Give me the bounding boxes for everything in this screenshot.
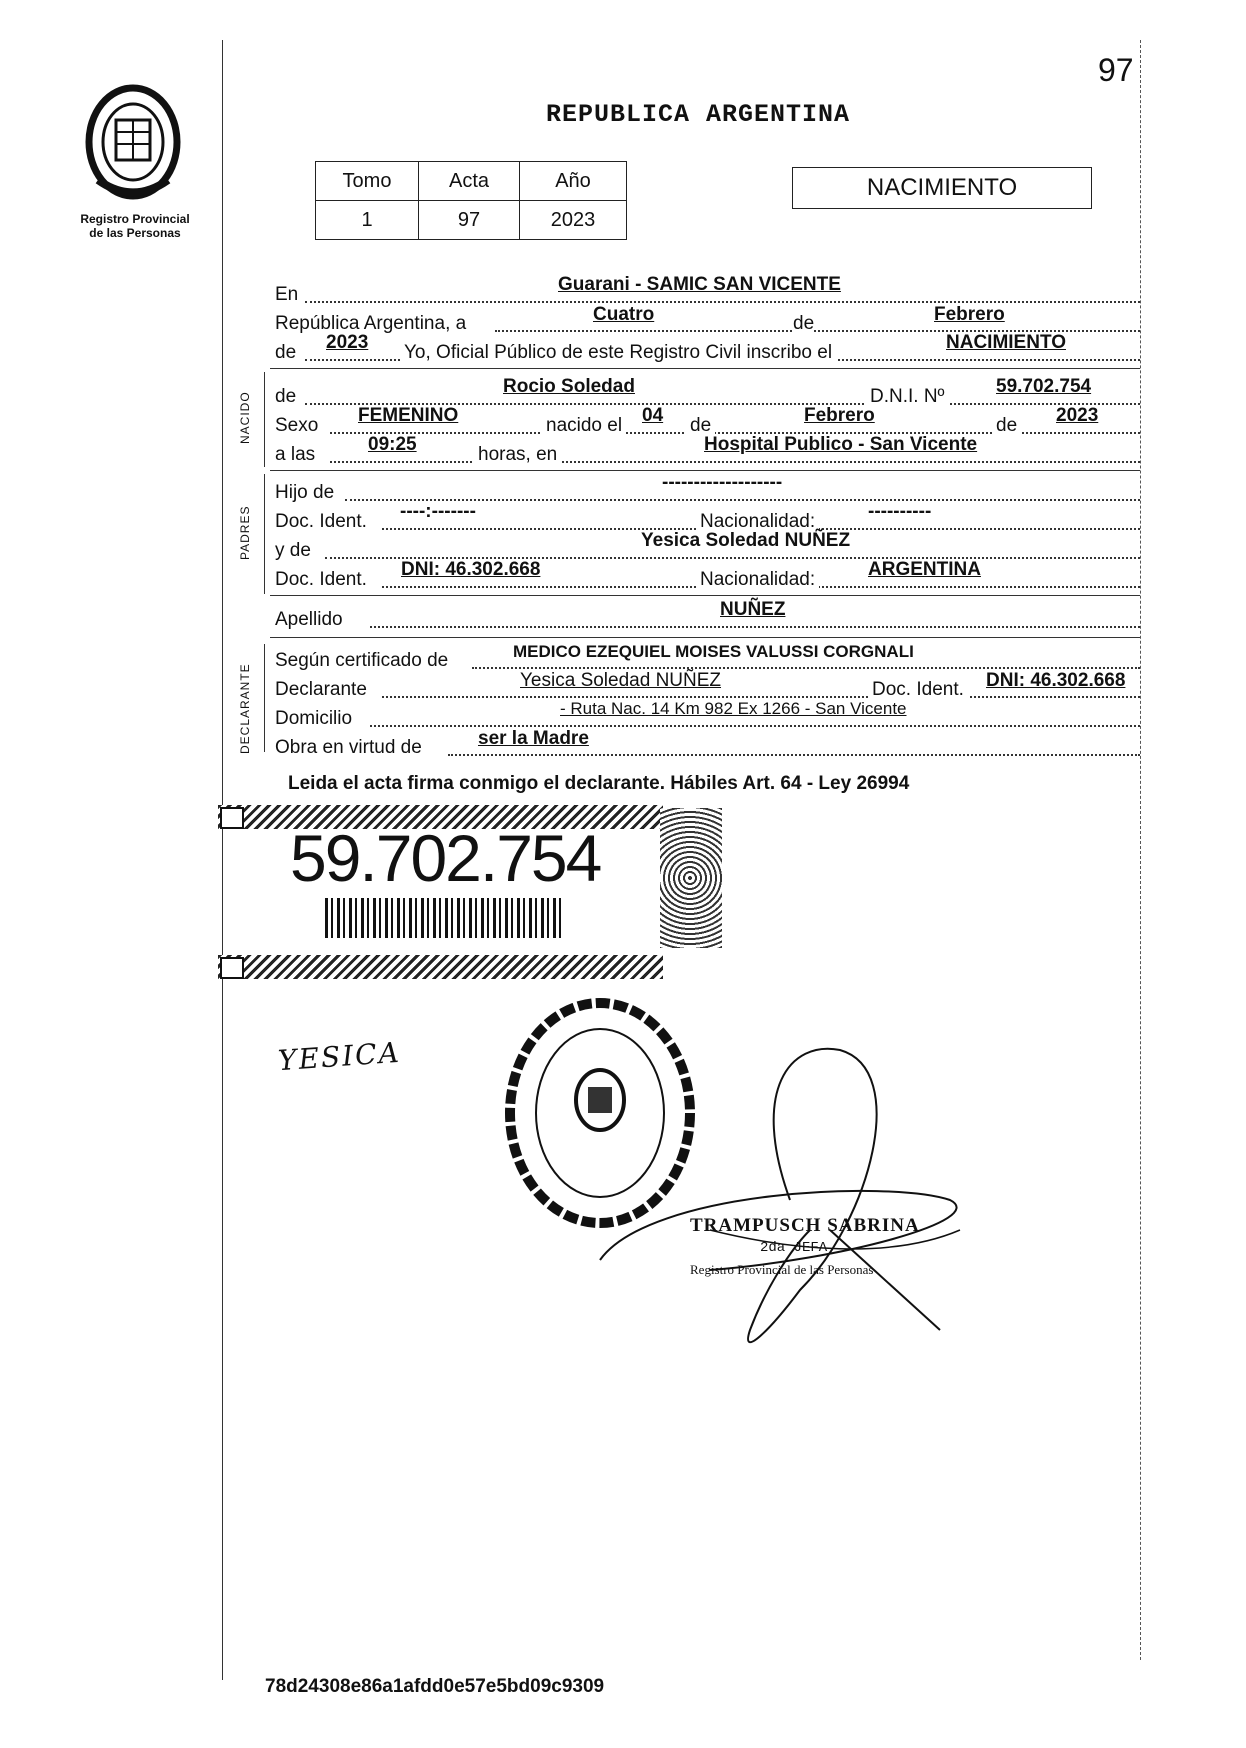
label-declarante: Declarante [275,679,367,700]
record-table [315,161,627,240]
label-sexo: Sexo [275,415,319,436]
value-tipo-inscr: NACIMIENTO [946,332,1066,353]
left-margin-line [222,40,223,1680]
dni-large-number: 59.702.754 [290,821,601,895]
document-hash: 78d24308e86a1afdd0e57e5bd09c9309 [265,1676,605,1697]
page-number: 97 [1098,52,1134,88]
value-madre: Yesica Soledad NUÑEZ [641,530,851,551]
label-dni-no: D.N.I. Nº [866,384,949,410]
value-padre-doc: ----:------- [400,501,476,522]
value-padre: ------------------- [662,472,783,493]
stripe-box-top [220,807,244,829]
label-segun-cert: Según certificado de [275,650,449,671]
label-doc-ident-2: Doc. Ident. [275,569,367,590]
value-nombre: Rocio Soledad [503,376,635,397]
label-republica: República Argentina, a [275,313,467,334]
label-de-1: de [793,311,814,337]
label-nacido-el: nacido el [542,413,626,439]
value-domicilio: - Ruta Nac. 14 Km 982 Ex 1266 - San Vicente [560,699,907,718]
label-de-5: de [992,413,1021,439]
official-stamp-org: Registro Provincial de las Personas [690,1262,874,1277]
value-lugar: Guarani - SAMIC SAN VICENTE [558,274,841,295]
handwritten-name: YESICA [276,1035,402,1078]
value-sexo: FEMENINO [358,405,459,426]
value-dia-nac: 04 [642,405,664,426]
label-y-de: y de [275,540,311,561]
signature [590,1030,1050,1390]
value-madre-doc: DNI: 46.302.668 [401,559,541,580]
value-dni: 59.702.754 [996,376,1092,397]
value-padre-nac: ---------- [868,501,932,522]
label-de-4: de [686,413,715,439]
value-mes-nac: Febrero [804,405,875,426]
value-madre-nac: ARGENTINA [868,559,981,580]
label-en: En [275,284,299,305]
value-declarante: Yesica Soledad NUÑEZ [520,670,722,691]
registry-label-line-2: de las Personas [89,226,181,240]
label-doc-ident-1: Doc. Ident. [275,511,367,532]
value-hora: 09:25 [368,434,417,455]
label-horas-en: horas, en [474,442,561,468]
value-obra: ser la Madre [478,728,589,749]
value-apellido: NUÑEZ [720,599,786,620]
label-obra: Obra en virtud de [275,737,422,758]
security-pattern [660,808,722,948]
official-stamp-name: TRAMPUSCH SABRINA [690,1215,920,1236]
registry-label-line-1: Registro Provincial [80,212,190,226]
side-label-nacido: NACIDO [238,391,252,444]
label-domicilio: Domicilio [275,708,353,729]
value-dia-letras: Cuatro [593,304,655,325]
label-hijo-de: Hijo de [275,482,335,503]
label-nacionalidad-2: Nacionalidad: [696,567,819,593]
value-mes-letras: Febrero [934,304,1005,325]
label-de-2: de [275,342,297,363]
label-doc-ident-3: Doc. Ident. [868,677,968,703]
acta-label: Acta [419,162,520,201]
official-stamp-role: 2da JEFA [760,1240,828,1256]
tomo-value: 1 [316,201,419,240]
label-nacionalidad-1: Nacionalidad: [696,509,819,535]
tomo-label: Tomo [316,162,419,201]
value-lugar-nac: Hospital Publico - San Vicente [704,434,978,455]
acta-value: 97 [419,201,520,240]
side-label-padres: PADRES [238,505,252,560]
country-title: REPUBLICA ARGENTINA [545,100,851,129]
label-apellido: Apellido [275,609,343,630]
label-yo-oficial: Yo, Oficial Público de este Registro Civil inscribo el [400,340,836,366]
value-anio-inscr: 2023 [326,332,369,353]
closing-note: Leida el acta firma conmigo el declarante. Hábiles Art. 64 - Ley 26994 [288,773,910,794]
value-anio-nac: 2023 [1056,405,1099,426]
anio-value: 2023 [520,201,627,240]
label-a-las: a las [275,444,316,465]
dni-barcode [325,898,565,938]
value-certificado: MEDICO EZEQUIEL MOISES VALUSSI CORGNALI [513,642,914,661]
stripe-box-bottom [220,957,244,979]
side-label-declarante: DECLARANTE [238,663,252,754]
security-stripe-bottom [218,955,663,979]
right-margin-line [1140,40,1141,1660]
registry-label [60,212,210,240]
record-type-box: NACIMIENTO [792,167,1092,209]
anio-label: Año [520,162,627,201]
label-de-3: de [275,386,297,407]
value-declarante-doc: DNI: 46.302.668 [986,670,1126,691]
